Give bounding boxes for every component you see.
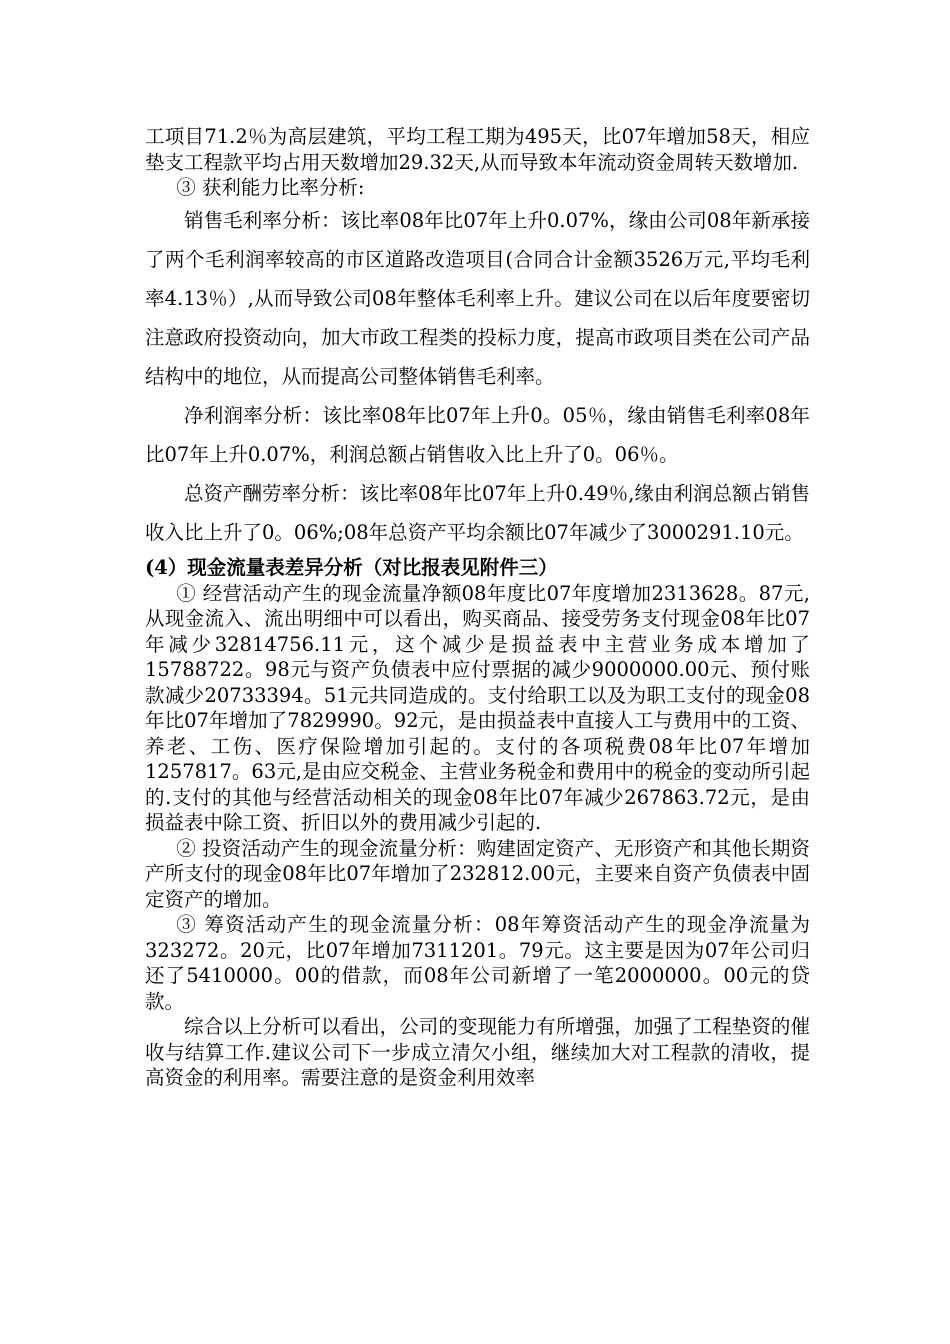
paragraph-net-margin: 净利润率分析：该比率08年比07年上升0。05％，缘由销售毛利率08年比07年上升0.07%，利润总额占销售收入比上升了0。06％。	[145, 403, 810, 466]
paragraph-operating-cash-flow: ① 经营活动产生的现金流量净额08年度比07年度增加2313628。87元,从现金流入、流出明细中可以看出，购买商品、接受劳务支付现金08年比07年减少32814756.11元，这个减少是损益表中主营业务成本增加了15788722。98元与资产负债表中应付票据的减少9000000.00元、预付账款减少20733394。51元共同造成的。支付给职工以及为职工支付的现金08年比07年增加了7829990。92元，是由损益表中直接人工与费用中的工资、养老、工伤、医疗保险增加引起的。支付的各项税费08年比07年增加1257817。63元,是由应交税金、主营业务税金和费用中的税金的变动所引起的.支付的其他与经营活动相关的现金08年比07年减少267863.72元，是由损益表中除工资、折旧以外的费用减少引起的.	[145, 581, 810, 834]
section-heading-cash-flow: (4）现金流量表差异分析（对比报表见附件三）	[145, 555, 558, 579]
paragraph-asset-return: 总资产酬劳率分析：该比率08年比07年上升0.49％,缘由利润总额占销售收入比上升了0。06%;08年总资产平均余额比07年减少了3000291.10元。	[145, 481, 810, 544]
document-body	[145, 124, 810, 1091]
paragraph-financing-cash-flow: ③ 筹资活动产生的现金流量分析：08年筹资活动产生的现金净流量为323272。20元，比07年增加7311201。79元。这主要是因为07年公司归还了5410000。00的借款，而08年公司新增了一笔2000000。00元的贷款。	[145, 913, 810, 1013]
paragraph-investing-cash-flow: ② 投资活动产生的现金流量分析：购建固定资产、无形资产和其他长期资产所支付的现金08年比07年增加了232812.00元，主要来自资产负债表中固定资产的增加。	[145, 836, 810, 911]
paragraph-turnover-continuation: 工项目71.2％为高层建筑，平均工程工期为495天，比07年增加58天，相应垫支工程款平均占用天数增加29.32天,从而导致本年流动资金周转天数增加.	[145, 125, 810, 174]
paragraph-gross-margin: 销售毛利率分析：该比率08年比07年上升0.07%，缘由公司08年新承接了两个毛利润率较高的市区道路改造项目(合同合计金额3526万元,平均毛利率4.13％）,从而导致公司08年整体毛利率上升。建议公司在以后年度要密切注意政府投资动向，加大市政工程类的投标力度，提高市政项目类在公司产品结构中的地位，从而提高公司整体销售毛利率。	[145, 208, 810, 388]
heading-profitability-ratio: ③ 获利能力比率分析:	[176, 176, 365, 199]
paragraph-summary: 综合以上分析可以看出，公司的变现能力有所增强，加强了工程垫资的催收与结算工作.建议公司下一步成立清欠小组，继续加大对工程款的清收，提高资金的利用率。需要注意的是资金利用效率	[145, 1015, 810, 1089]
